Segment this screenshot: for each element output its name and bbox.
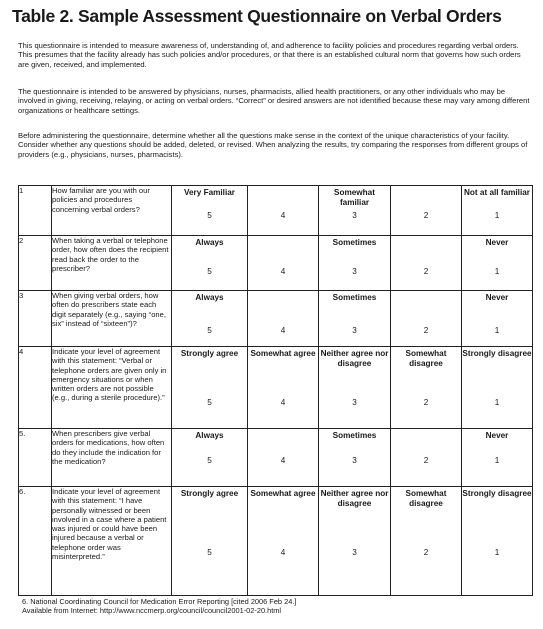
option-label: Somewhat disagree [405,349,447,368]
option-1-cell [462,347,533,429]
question-row [19,347,533,429]
option-score: 1 [494,326,500,335]
option-3-cell [319,186,391,236]
option-label: Somewhat disagree [405,489,447,508]
option-score: 3 [352,211,357,220]
question-text: Indicate your level of agreement with this statement: “I have personally witnessed or been involved in a case where a patient was injured or could have been injured because a verbal or telephone order was misinterpreted.” [52,487,172,596]
option-label: Somewhat agree [250,349,316,358]
option-label: Always [195,293,224,302]
question-text: When prescribers give verbal orders for medications, how often do they include the indication for the medication? [52,429,172,487]
option-2-cell [391,487,462,596]
option-label: Neither agree nor disagree [320,489,389,508]
option-3-cell [319,236,391,291]
option-1-cell [462,186,533,236]
option-4-cell [248,347,319,429]
table-title: Table 2. Sample Assessment Questionnaire on Verbal Orders [12,6,502,26]
option-label: Sometimes [332,431,377,440]
option-score: 4 [280,211,286,220]
option-score: 2 [423,211,429,220]
option-5-cell [172,291,248,347]
option-score: 5 [207,267,212,276]
option-label: Strongly disagree [462,349,532,358]
intro-paragraph-instructions: Before administering the questionnaire, determine whether all the questions make sense in the context of the unique characteristics of your facility. Consider whether any questions should be added, deleted, or revised. When analyzing the results, try comparing the responses from different groups of providers (e.g., physicians, nurses, pharmacists). [18,131,528,159]
option-4-cell [248,291,319,347]
option-label: Strongly disagree [462,489,532,498]
option-1-cell [462,291,533,347]
option-score: 1 [494,267,500,276]
option-4-cell [248,186,319,236]
option-score: 3 [352,267,357,276]
option-score: 5 [207,456,212,465]
option-label [391,186,461,188]
option-5-cell [172,487,248,596]
option-label: Strongly agree [180,349,239,358]
option-score: 4 [280,267,286,276]
question-number: 2 [19,236,52,291]
option-score: 1 [494,548,500,557]
option-label: Never [485,431,509,440]
option-score: 1 [494,456,500,465]
option-score: 5 [207,548,212,557]
option-label [248,236,318,238]
option-3-cell [319,291,391,347]
option-label [391,429,461,431]
option-label [248,291,318,293]
option-score: 4 [280,398,286,407]
option-5-cell [172,186,248,236]
option-5-cell [172,347,248,429]
question-row [19,186,533,236]
question-text: When taking a verbal or telephone order, how often does the recipient read back the order to the prescriber? [52,236,172,291]
option-label: Neither agree nor disagree [320,349,389,368]
option-label: Somewhat familiar [334,188,375,207]
option-label: Very Familiar [184,188,235,197]
option-label: Sometimes [332,293,377,302]
footnote: 6. National Coordinating Council for Medication Error Reporting [cited 2006 Feb 24.] Available from Internet: http://www.nccmerp.org/council/council2001-02-20.html [22,597,297,615]
option-score: 3 [352,456,357,465]
option-score: 2 [423,326,429,335]
intro-paragraph-audience: The questionnaire is intended to be answered by physicians, nurses, pharmacists, allied health practitioners, or any other individuals who may be involved in giving, receiving, relaying, or acting on verbal orders. “Correct” or desired answers are not identified because these may vary among different organizations or healthcare settings. [18,87,530,115]
option-score: 2 [423,548,429,557]
option-score: 3 [352,398,357,407]
intro-paragraph-purpose: This questionnaire is intended to measure awareness of, understanding of, and adherence to facility policies and procedures regarding verbal orders. This presumes that the facility already has such policies and/or procedures, or that there is an established cultural norm that governs how such orders are given, received, and implemented. [18,41,521,69]
question-text: How familiar are you with our policies and procedures concerning verbal orders? [52,186,172,236]
option-score: 5 [207,211,212,220]
questionnaire-table [18,185,533,596]
option-score: 4 [280,548,286,557]
option-1-cell [462,236,533,291]
option-4-cell [248,487,319,596]
option-label [248,186,318,188]
option-score: 4 [280,456,286,465]
question-row [19,291,533,347]
question-row [19,236,533,291]
question-number: 3 [19,291,52,347]
option-score: 3 [352,326,357,335]
option-score: 2 [423,398,429,407]
option-2-cell [391,291,462,347]
question-number: 4 [19,347,52,429]
option-2-cell [391,429,462,487]
question-number: 6. [19,487,52,596]
option-score: 4 [280,326,286,335]
option-label: Somewhat agree [250,489,316,498]
question-text: Indicate your level of agreement with this statement: “Verbal or telephone orders are given only in emergency situations or when written orders are not possible (e.g., during a sterile procedure).” [52,347,172,429]
option-5-cell [172,429,248,487]
option-4-cell [248,429,319,487]
option-label: Sometimes [332,238,377,247]
option-label [391,291,461,293]
option-label: Always [195,238,224,247]
option-4-cell [248,236,319,291]
option-label: Always [195,431,224,440]
question-row [19,429,533,487]
option-label: Strongly agree [180,489,239,498]
option-3-cell [319,347,391,429]
option-2-cell [391,236,462,291]
question-row [19,487,533,596]
option-label [248,429,318,431]
option-label: Not at all familiar [464,188,530,197]
question-number: 5. [19,429,52,487]
option-score: 2 [423,456,429,465]
option-2-cell [391,186,462,236]
option-1-cell [462,487,533,596]
option-score: 1 [494,211,500,220]
option-score: 1 [494,398,500,407]
option-label [391,236,461,238]
option-label: Never [485,293,509,302]
option-score: 5 [207,398,212,407]
option-label: Never [485,238,509,247]
option-5-cell [172,236,248,291]
option-score: 5 [207,326,212,335]
option-1-cell [462,429,533,487]
option-3-cell [319,429,391,487]
option-score: 2 [423,267,429,276]
option-3-cell [319,487,391,596]
option-2-cell [391,347,462,429]
question-number: 1 [19,186,52,236]
question-text: When giving verbal orders, how often do prescribers state each digit separately (e.g., saying “one, six” instead of “sixteen”)? [52,291,172,347]
option-score: 3 [352,548,357,557]
